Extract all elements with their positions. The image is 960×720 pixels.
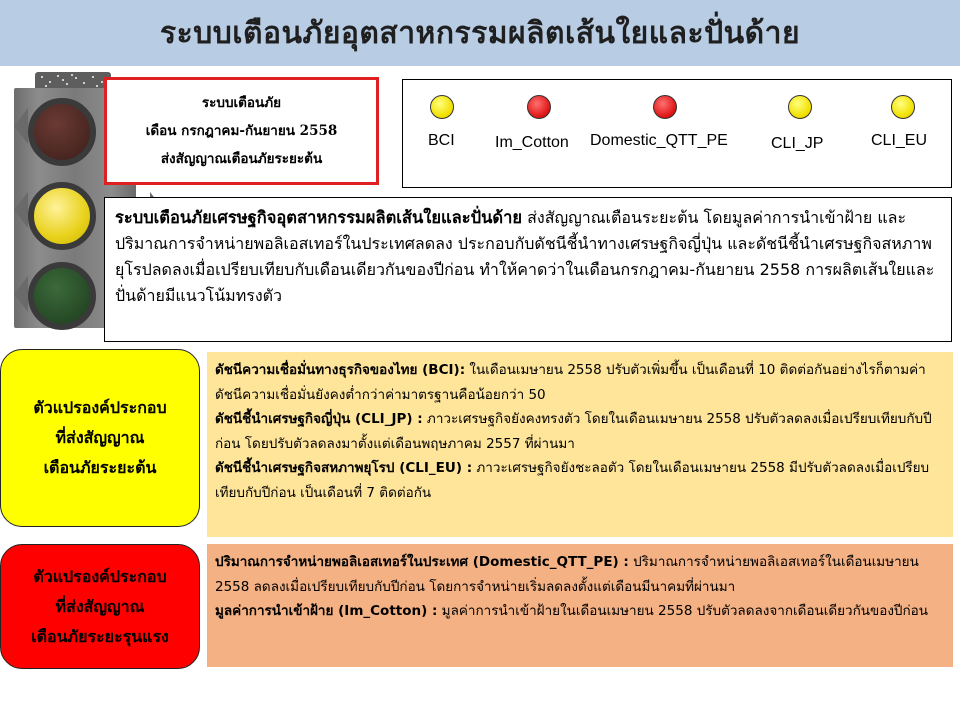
- early-warning-detail: [207, 352, 953, 537]
- status-line-2: เดือน กรกฎาคม-กันยายน 2558: [145, 123, 338, 139]
- detail-item-title: ดัชนีชี้นำเศรษฐกิจสหภาพยุโรป (CLI_EU) :: [215, 460, 473, 476]
- severe-warning-label: [0, 544, 200, 669]
- red-lamp-icon: [28, 98, 96, 166]
- traffic-light-visor: [14, 108, 28, 144]
- page-title: ระบบเตือนภัยอุตสาหกรรมผลิตเส้นใยและปั่นด้าย: [159, 15, 801, 51]
- detail-item-text: มูลค่าการนำเข้าฝ้ายในเดือนเมษายน 2558 ปรับตัวลดลงจากเดือนเดียวกันของปีก่อน: [437, 603, 929, 619]
- detail-item-text: ภาวะเศรษฐกิจยังคงทรงตัว โดยในเดือนเมษายน 2558 ปรับตัวลดลงเมื่อเปรียบเทียบกับปีก่อน โดยปรับตัวลดลงมาตั้งแต่เดือนพฤษภาคม 2557 ที่ผ่านมา: [215, 411, 932, 452]
- indicator-label: CLI_JP: [771, 135, 824, 152]
- indicator-label: CLI_EU: [871, 132, 928, 149]
- detail-item-text: ปริมาณการจำหน่ายพอลิเอสเทอร์ในเดือนเมษายน 2558 ลดลงเมื่อเปรียบเทียบกับปีก่อน โดยการจำหน่ายเริ่มลดลงตั้งแต่เดือนมีนาคมที่ผ่านมา: [215, 554, 919, 595]
- traffic-light-visor: [14, 192, 28, 228]
- green-lamp-icon: [28, 262, 96, 330]
- traffic-light-visor: [14, 276, 28, 312]
- detail-item: [215, 407, 945, 456]
- status-box: [104, 77, 379, 185]
- detail-item-title: มูลค่าการนำเข้าฝ้าย (Im_Cotton) :: [215, 603, 438, 619]
- detail-item-title: ปริมาณการจำหน่ายพอลิเอสเทอร์ในประเทศ (Domestic_QTT_PE) :: [215, 554, 629, 570]
- severe-warning-label-line: เตือนภัยระยะรุนแรง: [31, 626, 169, 646]
- indicator-label: Im_Cotton: [495, 134, 569, 151]
- status-line-3: ส่งสัญญาณเตือนภัยระยะต้น: [160, 151, 323, 167]
- detail-item-text: ในเดือนเมษายน 2558 ปรับตัวเพิ่มขึ้น เป็นเดือนที่ 10 ติดต่อกันอย่างไรก็ตามค่าดัชนีความเชื่อมั่นยังคงต่ำกว่าค่ามาตรฐานคือน้อยกว่า 50: [215, 362, 926, 403]
- detail-item-title: ดัชนีความเชื่อมั่นทางธุรกิจของไทย (BCI):: [215, 362, 466, 378]
- summary-text: ส่งสัญญาณเตือนระยะต้น โดยมูลค่าการนำเข้าฝ้าย และปริมาณการจำหน่ายพอลิเอสเทอร์ในประเทศลดลง ประกอบกับดัชนีชี้นำทางเศรษฐกิจญี่ปุ่น และดัชนีชี้นำเศรษฐกิจสหภาพยุโรปลดลงเมื่อเปรียบเทียบกับเดือนเดียวกันของปีก่อน ทำให้คาดว่าในเดือนกรกฎาคม-กันยายน 2558 การผลิตเส้นใยและปั่นด้ายมีแนวโน้มทรงตัว: [115, 208, 935, 305]
- severe-warning-label-line: ตัวแปรองค์ประกอบ: [33, 566, 167, 586]
- status-line-1: ระบบเตือนภัย: [201, 95, 282, 111]
- severe-warning-detail: [207, 544, 953, 667]
- indicator-dot-icon: [430, 95, 454, 119]
- indicator-dot-icon: [653, 95, 677, 119]
- detail-item: [215, 456, 945, 505]
- early-warning-label: [0, 349, 200, 527]
- early-warning-label-line: เตือนภัยระยะต้น: [43, 458, 157, 477]
- summary-heading: ระบบเตือนภัยเศรษฐกิจอุตสาหกรรมผลิตเส้นใยและปั่นด้าย: [115, 208, 523, 227]
- indicator-dot-icon: [527, 95, 551, 119]
- detail-item: [215, 550, 945, 599]
- summary-box: [104, 197, 952, 342]
- early-warning-label-line: ตัวแปรองค์ประกอบ: [33, 398, 167, 417]
- indicator-label: Domestic_QTT_PE: [590, 132, 728, 149]
- indicator-legend: [402, 79, 952, 188]
- early-warning-label-line: ที่ส่งสัญญาณ: [55, 428, 145, 447]
- detail-item-title: ดัชนีชี้นำเศรษฐกิจญี่ปุ่น (CLI_JP) :: [215, 411, 423, 427]
- detail-item: [215, 358, 945, 407]
- detail-item: [215, 599, 945, 624]
- severe-warning-label-line: ที่ส่งสัญญาณ: [55, 596, 145, 616]
- title-bar: [0, 0, 960, 66]
- indicator-dot-icon: [788, 95, 812, 119]
- indicator-label: BCI: [428, 132, 455, 149]
- yellow-lamp-icon: [28, 182, 96, 250]
- detail-item-text: ภาวะเศรษฐกิจยังชะลอตัว โดยในเดือนเมษายน 2558 มีปรับตัวลดลงเมื่อเปรียบเทียบกับปีก่อน เป็นเดือนที่ 7 ติดต่อกัน: [215, 460, 930, 501]
- indicator-dot-icon: [891, 95, 915, 119]
